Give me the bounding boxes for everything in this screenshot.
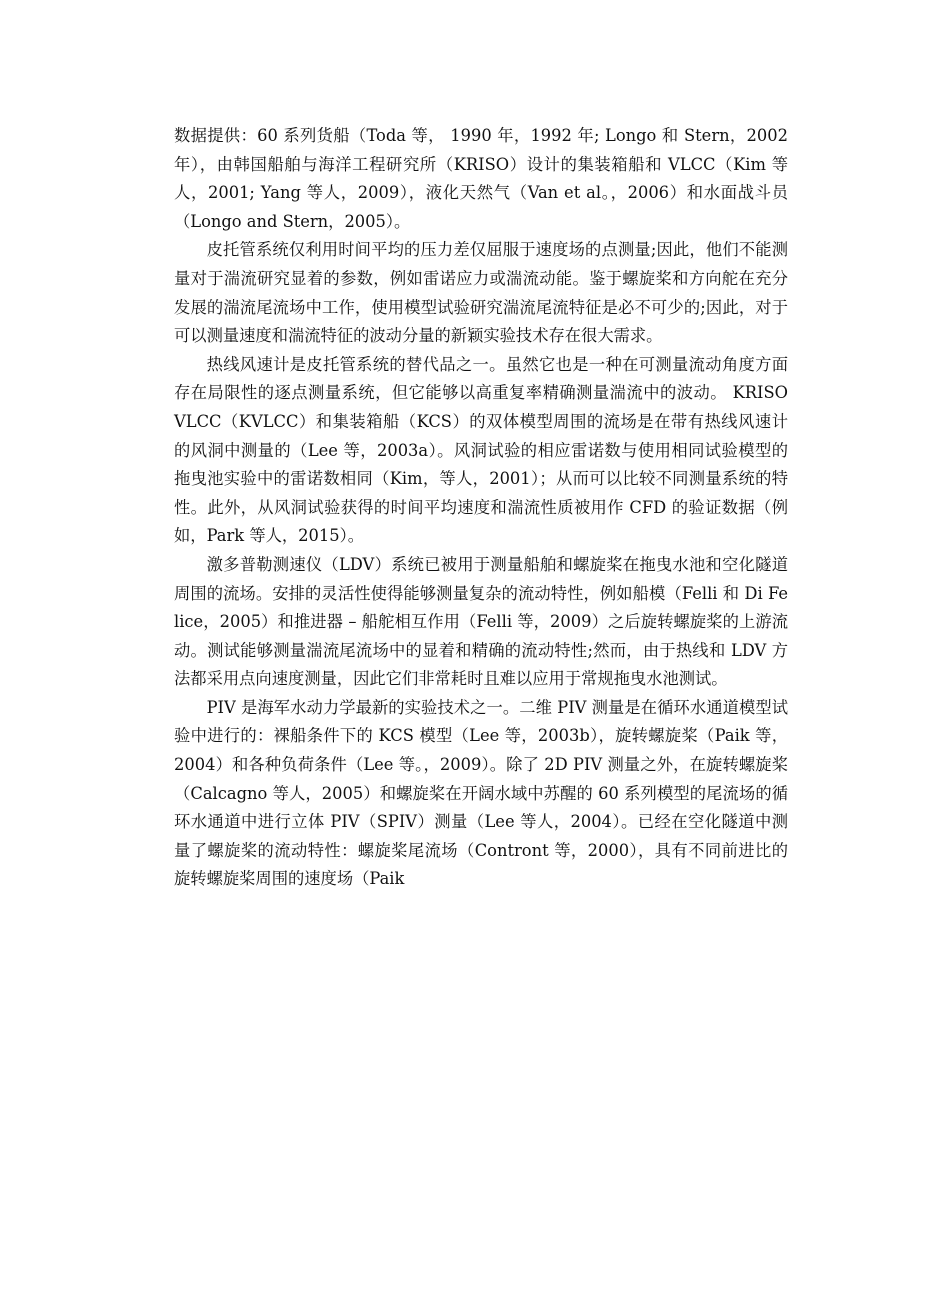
document-page <box>174 122 788 894</box>
paragraph-hot-wire: 热线风速计是皮托管系统的替代品之一。虽然它也是一种在可测量流动角度方面存在局限性的逐点测量系统，但它能够以高重复率精确测量湍流中的波动。 KRISO VLCC（KVLCC）和集装箱船（KCS）的双体模型周围的流场是在带有热线风速计的风洞中测量的（Lee 等，2003a）。风洞试验的相应雷诺数与使用相同试验模型的拖曳池实验中的雷诺数相同（Kim，等人，2001）；从而可以比较不同测量系统的特性。此外，从风洞试验获得的时间平均速度和湍流性质被用作 CFD 的验证数据（例如，Park 等人，2015）。 <box>174 354 788 546</box>
paragraph-ldv: 激多普勒测速仪（LDV）系统已被用于测量船舶和螺旋桨在拖曳水池和空化隧道周围的流场。安排的灵活性使得能够测量复杂的流动特性，例如船模（Felli 和 Di Felice，2005）和推进器 – 船舵相互作用（Felli 等，2009）之后旋转螺旋桨的上游流动。测试能够测量湍流尾流场中的显着和精确的流动特性;然而，由于热线和 LDV 方法都采用点向速度测量，因此它们非常耗时且难以应用于常规拖曳水池测试。 <box>174 554 788 689</box>
paragraph-piv: PIV 是海军水动力学最新的实验技术之一。二维 PIV 测量是在循环水通道模型试验中进行的：裸船条件下的 KCS 模型（Lee 等，2003b），旋转螺旋桨（Paik 等，2004）和各种负荷条件（Lee 等。，2009）。除了 2D PIV 测量之外，在旋转螺旋桨（Calcagno 等人，2005）和螺旋桨在开阔水域中苏醒的 60 系列模型的尾流场的循环水通道中进行立体 PIV（SPIV）测量（Lee 等人，2004）。已经在空化隧道中测量了螺旋桨的流动特性：螺旋桨尾流场（Contront 等，2000），具有不同前进比的旋转螺旋桨周围的速度场（Paik <box>174 697 788 889</box>
paragraph-data-sources: 数据提供：60 系列货船（Toda 等， 1990 年，1992 年; Longo 和 Stern，2002 年），由韩国船舶与海洋工程研究所（KRISO）设计的集装箱船和 VLCC（Kim 等人，2001; Yang 等人，2009），液化天然气（Van et al。，2006）和水面战斗员（Longo and Stern，2005）。 <box>174 126 788 231</box>
paragraph-pitot-tube: 皮托管系统仅利用时间平均的压力差仅屈服于速度场的点测量;因此，他们不能测量对于湍流研究显着的参数，例如雷诺应力或湍流动能。鉴于螺旋桨和方向舵在充分发展的湍流尾流场中工作，使用模型试验研究湍流尾流特征是必不可少的;因此，对于可以测量速度和湍流特征的波动分量的新颖实验技术存在很大需求。 <box>174 240 788 346</box>
